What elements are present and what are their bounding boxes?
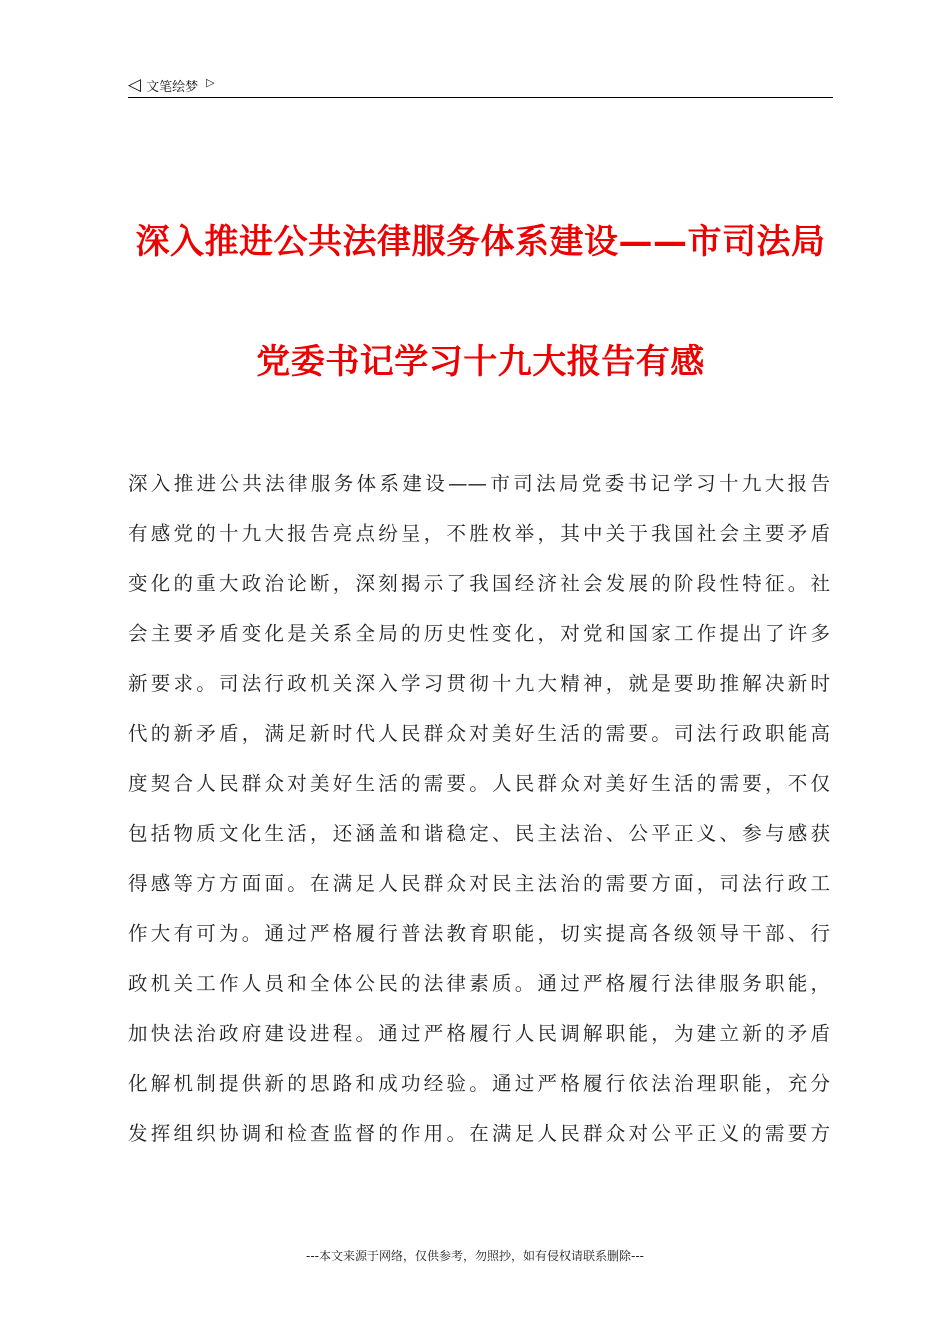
body-line: 代的新矛盾，满足新时代人民群众对美好生活的需要。司法行政职能高 <box>128 722 830 745</box>
body-line: 发挥组织协调和检查监督的作用。在满足人民群众对公平正义的需要方 <box>128 1122 830 1145</box>
page-footer: ---本文来源于网络，仅供参考，勿照抄，如有侵权请联系删除--- <box>306 1249 644 1263</box>
header-divider <box>128 97 833 98</box>
document-title-line-2: 党委书记学习十九大报告有感 <box>256 342 705 382</box>
triangle-right-icon: ▷ <box>206 75 215 89</box>
body-line: 度契合人民群众对美好生活的需要。人民群众对美好生活的需要，不仅 <box>128 772 830 795</box>
document-title-line-1: 深入推进公共法律服务体系建设——市司法局 <box>135 222 826 262</box>
triangle-left-icon: ◁ <box>128 74 142 95</box>
body-line: 会主要矛盾变化是关系全局的历史性变化，对党和国家工作提出了许多 <box>128 622 830 645</box>
header-brand: 文笔绘梦 <box>146 79 199 95</box>
body-line: 化解机制提供新的思路和成功经验。通过严格履行依法治理职能，充分 <box>128 1072 830 1095</box>
body-line: 政机关工作人员和全体公民的法律素质。通过严格履行法律服务职能， <box>128 972 830 995</box>
body-line: 新要求。司法行政机关深入学习贯彻十九大精神，就是要助推解决新时 <box>128 672 830 695</box>
body-line: 作大有可为。通过严格履行普法教育职能，切实提高各级领导干部、行 <box>128 922 830 945</box>
page-header <box>128 74 215 96</box>
body-line: 加快法治政府建设进程。通过严格履行人民调解职能，为建立新的矛盾 <box>128 1022 830 1045</box>
body-line: 深入推进公共法律服务体系建设——市司法局党委书记学习十九大报告 <box>128 472 830 495</box>
body-line: 得感等方方面面。在满足人民群众对民主法治的需要方面，司法行政工 <box>128 872 830 895</box>
body-line: 有感党的十九大报告亮点纷呈，不胜枚举，其中关于我国社会主要矛盾 <box>128 522 830 545</box>
body-line: 包括物质文化生活，还涵盖和谐稳定、民主法治、公平正义、参与感获 <box>128 822 830 845</box>
body-line: 变化的重大政治论断，深刻揭示了我国经济社会发展的阶段性特征。社 <box>128 572 830 595</box>
